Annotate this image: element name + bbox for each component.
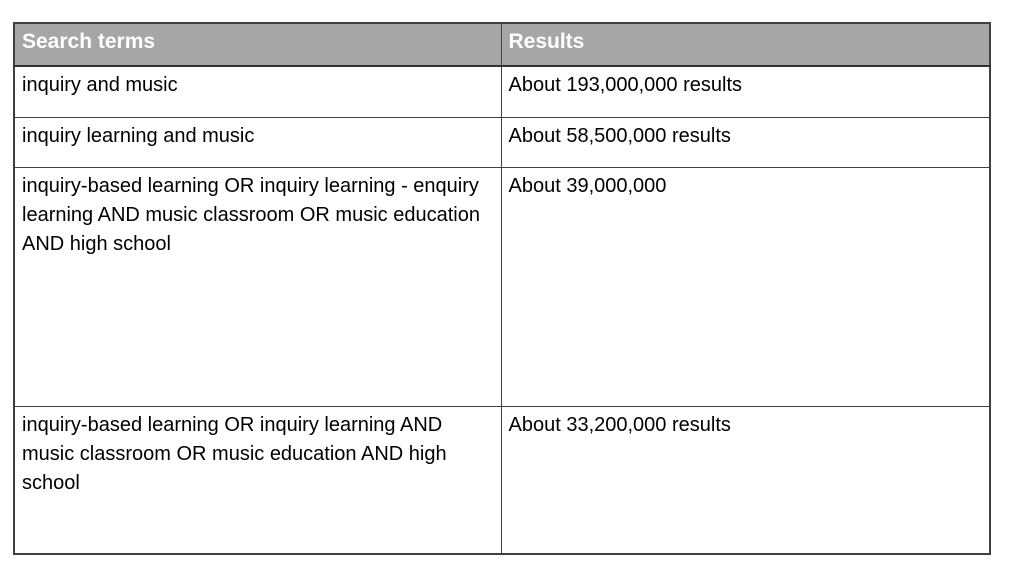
column-header-results: Results bbox=[501, 23, 990, 66]
search-term-cell: inquiry-based learning OR inquiry learning AND music classroom OR music education AND high school bbox=[14, 406, 501, 554]
search-term-cell: inquiry-based learning OR inquiry learning - enquiry learning AND music classroom OR music education AND high school bbox=[14, 167, 501, 406]
search-results-table bbox=[13, 22, 991, 555]
table-row bbox=[14, 117, 990, 167]
result-count-cell: About 58,500,000 results bbox=[501, 117, 990, 167]
result-count-cell: About 39,000,000 bbox=[501, 167, 990, 406]
table-header-row bbox=[14, 23, 990, 66]
table-row bbox=[14, 406, 990, 554]
table-row bbox=[14, 167, 990, 406]
search-term-cell: inquiry and music bbox=[14, 66, 501, 117]
table-row bbox=[14, 66, 990, 117]
search-term-cell: inquiry learning and music bbox=[14, 117, 501, 167]
column-header-search-terms: Search terms bbox=[14, 23, 501, 66]
result-count-cell: About 33,200,000 results bbox=[501, 406, 990, 554]
result-count-cell: About 193,000,000 results bbox=[501, 66, 990, 117]
